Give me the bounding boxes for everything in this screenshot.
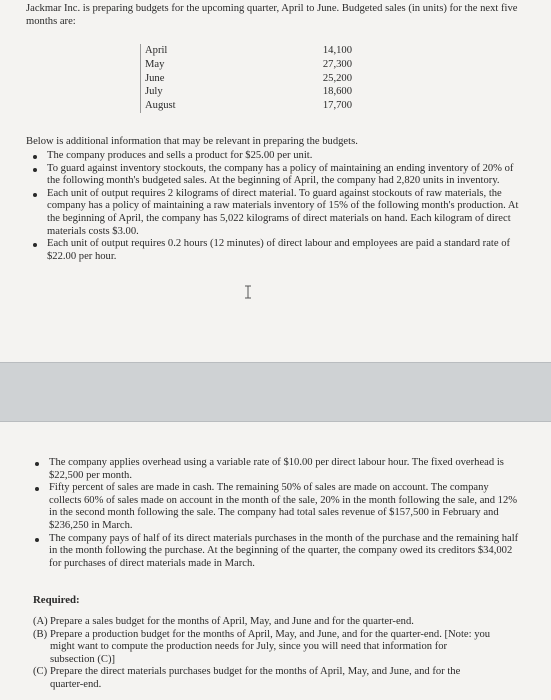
list-item: Each unit of output requires 2 kilograms of direct material. To guard against stockouts of raw materials, the company has a policy of maintaining a raw materials inventory of 15% of the following month's production. At the beginning of April, the company has 5,022 kilograms of direct materials on hand. Each kilogram of direct materials costs $3.00. [26,188,524,238]
bullet-icon [35,462,39,466]
sales-table [140,44,352,113]
list-item: The company applies overhead using a variable rate of $10.00 per direct labour hour. The fixed overhead is $22,500 per month. [28,457,520,482]
additional-info-heading: Below is additional information that may be relevant in preparing the budgets. [26,136,358,147]
list-item [33,616,493,629]
list-item: The company produces and sells a product for $25.00 per unit. [26,150,524,163]
sales-units: 25,200 [322,72,352,84]
list-item: The company pays of half of its direct materials purchases in the month of the purchase and the remaining half in the month following the purchase. At the beginning of the quarter, the company owed its creditors $34,002 for purchases of direct materials made in March. [28,533,520,571]
sales-month: July [140,85,225,99]
sales-row [140,44,352,58]
sales-units: 18,600 [322,86,352,98]
page-divider [0,362,551,422]
text-cursor-icon [243,285,253,299]
sales-month: April [140,44,225,58]
intro-paragraph: Jackmar Inc. is preparing budgets for the upcoming quarter, April to June. Budgeted sales (in units) for the next five months are: [26,3,518,27]
bullet-icon [33,193,37,197]
bullet-icon [35,487,39,491]
sales-row [140,58,352,72]
list-item [33,666,493,691]
item-text: Prepare the direct materials purchases budget for the months of April, May, and June, and for the quarter-end. [50,666,461,690]
sales-month: May [140,58,225,72]
bullet-icon [33,243,37,247]
sales-units: 27,300 [322,58,352,70]
info-bullet-list-continued [28,457,520,570]
bullet-icon [33,155,37,159]
sales-month: June [140,72,225,86]
item-label: (B) [33,628,48,640]
sales-month: August [140,99,225,113]
list-item: To guard against inventory stockouts, the company has a policy of maintaining an ending inventory of 20% of the following month's budgeted sales. At the beginning of April, the company had 2,820 units in inventory. [26,163,524,188]
item-label: (A) [33,616,48,627]
bullet-icon [33,168,37,172]
info-bullet-list [26,150,524,263]
required-heading: Required: [33,594,80,606]
sales-row [140,99,352,113]
list-item [33,629,493,667]
sales-units: 14,100 [322,45,352,56]
item-label: (C) [33,666,48,678]
bullet-icon [35,538,39,542]
required-list [33,616,493,692]
list-item: Each unit of output requires 0.2 hours (12 minutes) of direct labour and employees are paid a standard rate of $22.00 per hour. [26,238,524,263]
sales-row [140,72,352,86]
item-text: Prepare a sales budget for the months of April, May, and June and for the quarter-end. [50,616,414,627]
item-text: Prepare a production budget for the months of April, May, and June, and for the quarter-end. [Note: you might want to compute the production needs for July, since you will need that information for subsection (C)] [50,628,491,665]
list-item: Fifty percent of sales are made in cash. The remaining 50% of sales are made on account. The company collects 60% of sales made on account in the month of the sale, 20% in the month following the sale, and 12% in the second month following the sale. The company had total sales revenue of $157,500 in February and $236,250 in March. [28,482,520,532]
sales-row [140,85,352,99]
sales-units: 17,700 [322,100,352,112]
